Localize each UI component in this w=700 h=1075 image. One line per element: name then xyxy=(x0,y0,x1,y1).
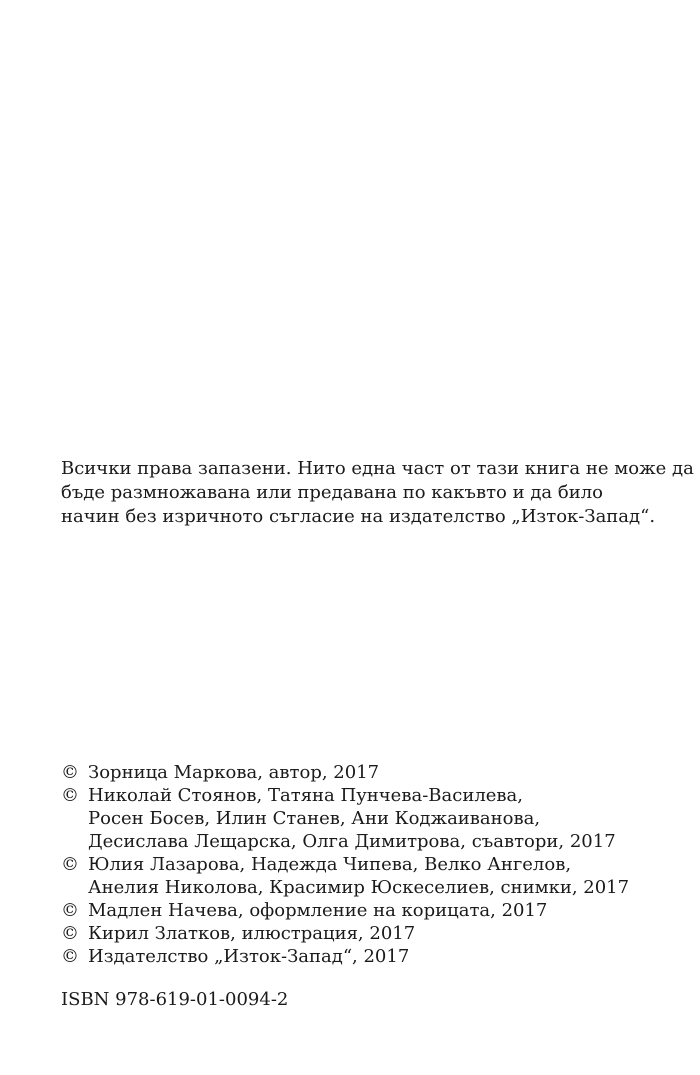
copyright-symbol: © xyxy=(61,923,79,944)
credits-list xyxy=(61,761,661,968)
isbn-number: ISBN 978-619-01-0094-2 xyxy=(61,989,289,1010)
credit-line: Десислава Лещарска, Олга Димитрова, съавтори, 2017 xyxy=(88,831,616,852)
copyright-symbol: © xyxy=(61,946,79,967)
copyright-notice-line: начин без изричното съгласие на издателство „Изток-Запад“. xyxy=(61,506,656,527)
credit-line: Зорница Маркова, автор, 2017 xyxy=(88,762,380,783)
credit-line: Мадлен Начева, оформление на корицата, 2017 xyxy=(88,900,548,921)
credit-entry-illustration xyxy=(61,922,661,945)
copyright-symbol: © xyxy=(61,900,79,921)
credit-line: Росен Босев, Илин Станев, Ани Коджаиванова, xyxy=(88,808,541,829)
credit-entry-publisher xyxy=(61,945,661,968)
credit-entry-coauthors xyxy=(61,784,661,853)
copyright-symbol: © xyxy=(61,762,79,783)
credit-line: Кирил Златков, илюстрация, 2017 xyxy=(88,923,416,944)
credit-entry-photos xyxy=(61,853,661,899)
copyright-notice-line: бъде размножавана или предавана по какъвто и да било xyxy=(61,482,603,503)
credit-entry-cover-design xyxy=(61,899,661,922)
credit-line: Анелия Николова, Красимир Юскеселиев, снимки, 2017 xyxy=(88,877,630,898)
credit-line: Издателство „Изток-Запад“, 2017 xyxy=(88,946,410,967)
copyright-notice-line: Всички права запазени. Нито една част от тази книга не може да xyxy=(61,458,694,479)
credit-line: Николай Стоянов, Татяна Пунчева-Василева, xyxy=(88,785,523,806)
copyright-notice xyxy=(61,457,694,529)
copyright-symbol: © xyxy=(61,785,79,806)
credit-line: Юлия Лазарова, Надежда Чипева, Велко Ангелов, xyxy=(88,854,572,875)
copyright-symbol: © xyxy=(61,854,79,875)
credit-entry-author xyxy=(61,761,661,784)
